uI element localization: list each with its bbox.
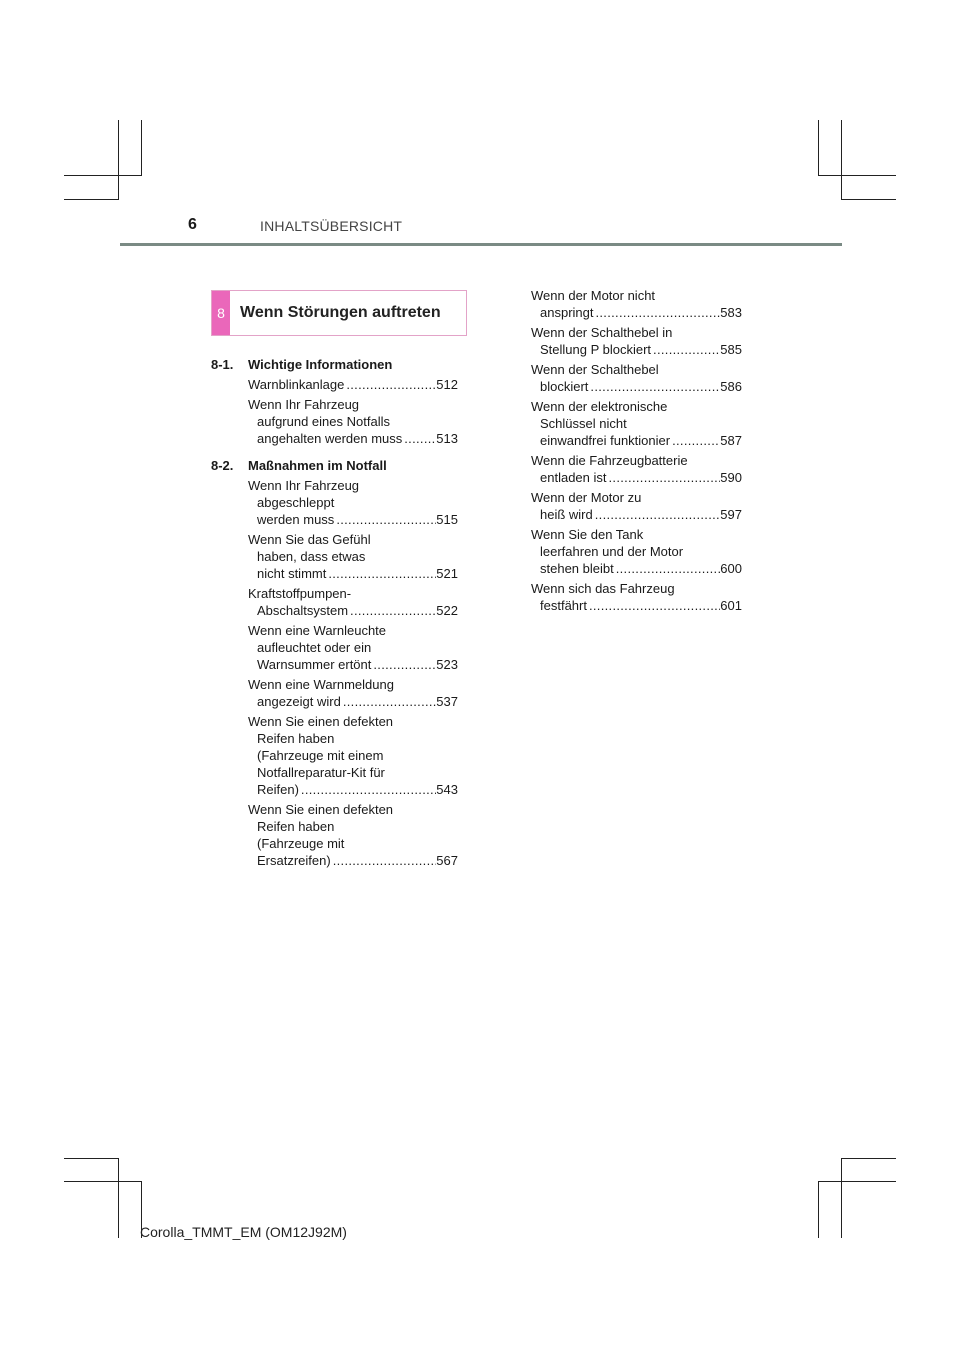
- toc-right-column: [531, 287, 742, 617]
- dot-leader: [334, 511, 436, 528]
- dot-leader: [341, 693, 436, 710]
- toc-entry-line: aufleuchtet oder ein: [257, 640, 372, 655]
- toc-entry[interactable]: [531, 452, 742, 486]
- toc-page-number: 590: [720, 470, 742, 485]
- toc-entry-line: Schlüssel nicht: [540, 416, 627, 431]
- toc-entry-line: Wenn Sie einen defekten: [248, 714, 394, 729]
- toc-entry-last-line: [248, 602, 458, 619]
- toc-entry-line: aufgrund eines Notfalls: [257, 414, 390, 429]
- dot-leader: [402, 430, 436, 447]
- toc-entry-line: leerfahren und der Motor: [540, 544, 684, 559]
- toc-entry-line: Stellung P blockiert: [540, 342, 652, 357]
- toc-entry-line: (Fahrzeuge mit: [257, 836, 345, 851]
- toc-entry-line: Reifen haben: [257, 819, 335, 834]
- dot-leader: [593, 506, 721, 523]
- crop-mark: [818, 1181, 819, 1238]
- crop-mark: [118, 1158, 119, 1238]
- toc-entry-line: Warnblinkanlage: [248, 377, 345, 392]
- toc-entry-line: werden muss: [257, 512, 335, 527]
- toc-entry-last-line: [248, 656, 458, 673]
- toc-entry-line: stehen bleibt: [540, 561, 614, 576]
- toc-entry-line: haben, dass etwas: [257, 549, 366, 564]
- toc-page-number: 512: [436, 377, 458, 392]
- dot-leader: [651, 341, 720, 358]
- toc-entry[interactable]: [531, 489, 742, 523]
- toc-entry[interactable]: [248, 713, 458, 798]
- dot-leader: [371, 656, 436, 673]
- chapter-number: 8-1.: [211, 357, 234, 372]
- toc-entry-line: einwandfrei funktionier: [540, 433, 671, 448]
- dot-leader: [588, 378, 720, 395]
- dot-leader: [607, 469, 721, 486]
- toc-entry-last-line: [531, 469, 742, 486]
- section-number-tab: 8: [212, 291, 230, 335]
- toc-entry-line: Ersatzreifen): [257, 853, 331, 868]
- toc-left-column: [211, 353, 458, 872]
- toc-entry-last-line: [248, 852, 458, 869]
- toc-entry-line: Wenn eine Warnmeldung: [248, 677, 394, 692]
- chapter-heading: [211, 356, 458, 373]
- toc-entry-last-line: [531, 341, 742, 358]
- toc-entry[interactable]: [531, 324, 742, 358]
- dot-leader: [299, 781, 436, 798]
- toc-page-number: 586: [720, 379, 742, 394]
- dot-leader: [326, 565, 436, 582]
- toc-entry-line: Notfallreparatur-Kit für: [257, 765, 385, 780]
- toc-entry[interactable]: [248, 376, 458, 393]
- chapter-title: Wichtige Informationen: [248, 357, 393, 372]
- toc-entry-line: Kraftstoffpumpen-: [248, 586, 352, 601]
- toc-page-number: 537: [436, 694, 458, 709]
- toc-entry[interactable]: [248, 585, 458, 619]
- page-title: INHALTSÜBERSICHT: [260, 218, 403, 234]
- toc-entry-last-line: [531, 304, 742, 321]
- toc-entry-line: angezeigt wird: [257, 694, 341, 709]
- crop-mark: [64, 175, 142, 176]
- crop-mark: [841, 120, 842, 200]
- toc-entry-line: Wenn der Schalthebel: [531, 362, 659, 377]
- toc-entry[interactable]: [248, 801, 458, 869]
- toc-entry-line: Wenn Sie den Tank: [531, 527, 644, 542]
- crop-mark: [64, 1158, 119, 1159]
- page-number: 6: [188, 216, 197, 233]
- toc-entry-line: Wenn Ihr Fahrzeug: [248, 478, 360, 493]
- spacer: [211, 450, 458, 454]
- toc-entry-line: (Fahrzeuge mit einem: [257, 748, 384, 763]
- toc-page-number: 543: [436, 782, 458, 797]
- toc-entry-line: Reifen haben: [257, 731, 335, 746]
- toc-entry[interactable]: [248, 477, 458, 528]
- toc-entry-last-line: [248, 781, 458, 798]
- toc-page-number: 600: [720, 561, 742, 576]
- crop-mark: [841, 1158, 896, 1159]
- toc-entry-last-line: [248, 376, 458, 393]
- toc-entry-line: Reifen): [257, 782, 299, 797]
- toc-entry[interactable]: [531, 398, 742, 449]
- toc-entry-last-line: [248, 693, 458, 710]
- toc-entry[interactable]: [248, 676, 458, 710]
- toc-page-number: 567: [436, 853, 458, 868]
- toc-page-number: 522: [436, 603, 458, 618]
- crop-mark: [818, 175, 896, 176]
- toc-entry-line: Wenn der elektronische: [531, 399, 668, 414]
- toc-entry-line: Wenn die Fahrzeugbatterie: [531, 453, 688, 468]
- dot-leader: [593, 304, 720, 321]
- toc-entry-last-line: [248, 565, 458, 582]
- toc-entry-line: Wenn der Motor nicht: [531, 288, 656, 303]
- toc-entry-line: nicht stimmt: [257, 566, 327, 581]
- toc-entry-last-line: [531, 560, 742, 577]
- toc-page-number: 513: [436, 431, 458, 446]
- toc-page-number: 597: [720, 507, 742, 522]
- toc-entry[interactable]: [531, 526, 742, 577]
- toc-entry-line: Warnsummer ertönt: [257, 657, 372, 672]
- toc-entry-line: Wenn eine Warnleuchte: [248, 623, 387, 638]
- crop-mark: [841, 1158, 842, 1238]
- toc-entry-last-line: [531, 432, 742, 449]
- toc-entry-line: entladen ist: [540, 470, 607, 485]
- toc-entry-line: angehalten werden muss: [257, 431, 403, 446]
- section-header: [211, 290, 467, 336]
- toc-entry-line: Wenn Ihr Fahrzeug: [248, 397, 360, 412]
- toc-entry-line: abgeschleppt: [257, 495, 335, 510]
- toc-page-number: 515: [436, 512, 458, 527]
- crop-mark: [64, 199, 119, 200]
- toc-entry[interactable]: [531, 361, 742, 395]
- crop-mark: [118, 120, 119, 200]
- toc-page-number: 585: [720, 342, 742, 357]
- toc-page-number: 601: [720, 598, 742, 613]
- chapter-heading: [211, 457, 458, 474]
- dot-leader: [348, 602, 436, 619]
- dot-leader: [614, 560, 721, 577]
- dot-leader: [344, 376, 436, 393]
- toc-entry-line: blockiert: [540, 379, 589, 394]
- section-title: Wenn Störungen auftreten: [240, 304, 441, 321]
- crop-mark: [141, 120, 142, 175]
- toc-entry-line: Wenn der Motor zu: [531, 490, 642, 505]
- toc-entry[interactable]: [248, 531, 458, 582]
- toc-page-number: 523: [436, 657, 458, 672]
- header-rule: [120, 243, 842, 246]
- crop-mark: [818, 1181, 896, 1182]
- toc-page-number: 587: [720, 433, 742, 448]
- dot-leader: [670, 432, 720, 449]
- toc-entry-line: Wenn Sie einen defekten: [248, 802, 394, 817]
- toc-entry-line: Wenn der Schalthebel in: [531, 325, 673, 340]
- toc-entry-line: anspringt: [540, 305, 594, 320]
- toc-entry[interactable]: [531, 580, 742, 614]
- toc-entry-line: Abschaltsystem: [257, 603, 349, 618]
- chapter-title: Maßnahmen im Notfall: [248, 458, 387, 473]
- toc-entry-line: Wenn Sie das Gefühl: [248, 532, 371, 547]
- toc-entry-line: Wenn sich das Fahrzeug: [531, 581, 675, 596]
- toc-entry-last-line: [248, 430, 458, 447]
- toc-entry-line: heiß wird: [540, 507, 593, 522]
- toc-page-number: 521: [436, 566, 458, 581]
- crop-mark: [64, 1181, 142, 1182]
- toc-entry-last-line: [531, 506, 742, 523]
- toc-page-number: 583: [720, 305, 742, 320]
- chapter-number: 8-2.: [211, 458, 234, 473]
- crop-mark: [841, 199, 896, 200]
- dot-leader: [331, 852, 437, 869]
- toc-entry[interactable]: [531, 287, 742, 321]
- toc-entry-last-line: [531, 378, 742, 395]
- toc-entry[interactable]: [248, 622, 458, 673]
- toc-entry-last-line: [248, 511, 458, 528]
- dot-leader: [587, 597, 720, 614]
- toc-entry[interactable]: [248, 396, 458, 447]
- toc-entry-line: festfährt: [540, 598, 587, 613]
- footer-document-id: Corolla_TMMT_EM (OM12J92M): [140, 1224, 347, 1240]
- toc-entry-last-line: [531, 597, 742, 614]
- crop-mark: [818, 120, 819, 175]
